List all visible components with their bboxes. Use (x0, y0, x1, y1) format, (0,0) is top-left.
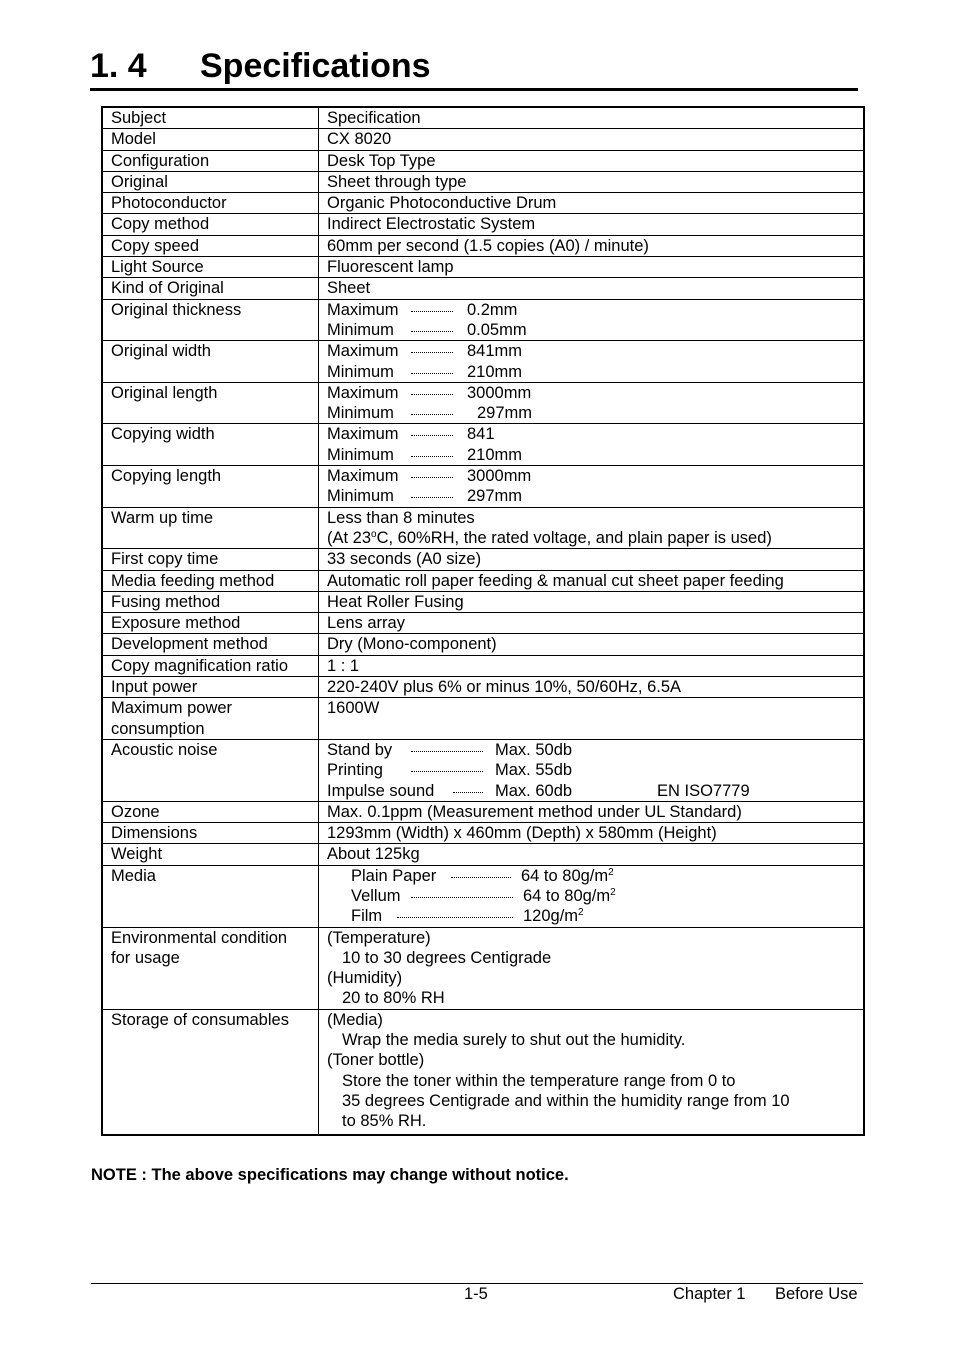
table-row (102, 549, 864, 570)
vellum-label: Vellum (351, 886, 401, 905)
page-number: 1-5 (464, 1285, 488, 1303)
min-label: Minimum (327, 404, 394, 423)
row-spec: Automatic roll paper feeding & manual cut sheet paper feeding (319, 570, 865, 591)
row-spec: Max. 0.1ppm (Measurement method under UL Standard) (319, 801, 865, 822)
table-row (102, 193, 864, 214)
row-subject: Copying length (102, 466, 319, 508)
row-subject: Configuration (102, 150, 319, 171)
leader-dots (397, 917, 513, 918)
row-spec: Heat Roller Fusing (319, 591, 865, 612)
row-subject: Copy magnification ratio (102, 655, 319, 676)
table-row (102, 570, 864, 591)
impulse-value: Max. 60db (495, 781, 573, 800)
leader-dots (411, 771, 483, 772)
leader-dots (411, 751, 483, 752)
row-spec: 1293mm (Width) x 460mm (Depth) x 580mm (Height) (319, 823, 865, 844)
row-spec: Lens array (319, 613, 865, 634)
min-value: 210mm (467, 362, 523, 381)
table-row-original-thickness (102, 299, 864, 341)
max-label: Maximum (327, 467, 399, 486)
table-row-media (102, 865, 864, 927)
leader-dots (411, 897, 513, 898)
max-label: Maximum (327, 383, 399, 402)
leader-dots (411, 311, 453, 312)
row-subject: Media (102, 865, 319, 927)
row-subject: Exposure method (102, 613, 319, 634)
row-spec: Sheet (319, 278, 865, 299)
section-title: Specifications (200, 47, 431, 85)
row-spec (319, 382, 865, 424)
row-spec: 220-240V plus 6% or minus 10%, 50/60Hz, 6.5A (319, 677, 865, 698)
row-spec (319, 424, 865, 466)
row-subject: Warm up time (102, 507, 319, 549)
plain-paper-value: 64 to $80g/m^2$ (521, 866, 614, 885)
table-row-acoustic-noise (102, 739, 864, 801)
row-spec: CX 8020 (319, 129, 865, 150)
table-row-copying-width (102, 424, 864, 466)
row-subject: Environmental condition for usage (102, 927, 319, 1009)
row-spec (319, 507, 865, 549)
max-value: 3000mm (467, 383, 532, 402)
row-subject: Ozone (102, 801, 319, 822)
table-row (102, 823, 864, 844)
min-label: Minimum (327, 320, 394, 339)
row-spec: 33 seconds (A0 size) (319, 549, 865, 570)
header-subject: Subject (102, 107, 319, 129)
table-row (102, 591, 864, 612)
row-subject: Acoustic noise (102, 739, 319, 801)
row-subject: Original thickness (102, 299, 319, 341)
row-subject: Media feeding method (102, 570, 319, 591)
row-subject: Fusing method (102, 591, 319, 612)
table-row (102, 844, 864, 865)
min-value: 297mm (467, 487, 523, 506)
plain-paper-label: Plain Paper (351, 866, 437, 885)
table-row (102, 235, 864, 256)
table-row-storage (102, 1009, 864, 1134)
row-spec: (Temperature) 10 to 30 degrees Centigrade (Humidity) 20 to 80% RH (319, 927, 865, 1009)
table-row (102, 214, 864, 235)
row-spec: Desk Top Type (319, 150, 865, 171)
row-spec: (Media) Wrap the media surely to shut out the humidity. (Toner bottle) Store the toner within the temperature range from 0 to 35 degrees Centigrade and within the humidity range from 10 to 85% RH. (319, 1009, 865, 1134)
row-subject: Dimensions (102, 823, 319, 844)
spec-note: NOTE : The above specifications may change without notice. (91, 1166, 569, 1184)
row-spec: About 125kg (319, 844, 865, 865)
impulse-label: Impulse sound (327, 781, 435, 800)
min-label: Minimum (327, 362, 394, 381)
leader-dots (411, 477, 453, 478)
row-subject: Copy speed (102, 235, 319, 256)
standby-value: Max. 50db (495, 740, 573, 759)
max-value: 841mm (467, 342, 523, 361)
warm-up-conditions: (At 23$^o$C, 60%RH, the rated voltage, and plain paper is used) (327, 528, 772, 547)
row-subject: Input power (102, 677, 319, 698)
min-value: 297mm (477, 404, 533, 423)
table-row-original-length (102, 382, 864, 424)
min-label: Minimum (327, 445, 394, 464)
row-subject: Original (102, 171, 319, 192)
table-row (102, 171, 864, 192)
row-subject: Model (102, 129, 319, 150)
row-subject: Original width (102, 341, 319, 383)
table-row (102, 129, 864, 150)
leader-dots (453, 792, 483, 793)
section-number: 1. 4 (90, 47, 147, 85)
row-subject: Storage of consumables (102, 1009, 319, 1134)
table-row-environment (102, 927, 864, 1009)
printing-label: Printing (327, 761, 383, 780)
leader-dots (411, 456, 453, 457)
noise-standard: EN ISO7779 (657, 781, 750, 800)
row-spec: Indirect Electrostatic System (319, 214, 865, 235)
leader-dots (411, 352, 453, 353)
row-spec (319, 341, 865, 383)
row-spec (319, 299, 865, 341)
max-value: 841 (467, 425, 495, 444)
table-row (102, 257, 864, 278)
max-label: Maximum (327, 425, 399, 444)
printing-value: Max. 55db (495, 761, 573, 780)
footer-section: Before Use (775, 1285, 858, 1303)
row-spec (319, 739, 865, 801)
footer-divider (91, 1283, 863, 1284)
max-value: 3000mm (467, 467, 532, 486)
row-subject: Maximum power consumption (102, 698, 319, 740)
row-spec (319, 865, 865, 927)
leader-dots (411, 373, 453, 374)
min-value: 210mm (467, 445, 523, 464)
standby-label: Stand by (327, 740, 393, 759)
table-row-max-power (102, 698, 864, 740)
leader-dots (451, 877, 511, 878)
row-subject: Kind of Original (102, 278, 319, 299)
film-value: $120g/m^2$ (523, 907, 584, 926)
warm-up-line: Less than 8 minutes (327, 508, 475, 527)
min-value: 0.05mm (467, 320, 527, 339)
vellum-value: 64 to $80g/m^2$ (523, 886, 616, 905)
row-spec: 1600W (319, 698, 865, 740)
table-row-warm-up-time (102, 507, 864, 549)
table-header-row (102, 107, 864, 129)
row-subject: Development method (102, 634, 319, 655)
specifications-table (101, 106, 865, 1136)
max-label: Maximum (327, 342, 399, 361)
table-row-original-width (102, 341, 864, 383)
leader-dots (411, 331, 453, 332)
row-subject: Weight (102, 844, 319, 865)
row-subject: Photoconductor (102, 193, 319, 214)
table-row (102, 655, 864, 676)
table-row (102, 278, 864, 299)
section-heading (90, 44, 858, 91)
table-row (102, 677, 864, 698)
row-spec: 60mm per second (1.5 copies (A0) / minute) (319, 235, 865, 256)
footer-chapter: Chapter 1 (673, 1285, 746, 1303)
row-subject: Copy method (102, 214, 319, 235)
table-row (102, 634, 864, 655)
leader-dots (411, 435, 453, 436)
row-spec: Sheet through type (319, 171, 865, 192)
row-subject: First copy time (102, 549, 319, 570)
max-label: Maximum (327, 300, 399, 319)
table-row (102, 801, 864, 822)
leader-dots (411, 497, 453, 498)
row-subject: Original length (102, 382, 319, 424)
row-spec: Fluorescent lamp (319, 257, 865, 278)
leader-dots (411, 394, 453, 395)
max-value: 0.2mm (467, 300, 518, 319)
row-subject: Copying width (102, 424, 319, 466)
table-row (102, 613, 864, 634)
row-spec: Dry (Mono-component) (319, 634, 865, 655)
header-spec: Specification (319, 107, 865, 129)
row-spec (319, 466, 865, 508)
row-spec: Organic Photoconductive Drum (319, 193, 865, 214)
min-label: Minimum (327, 487, 394, 506)
leader-dots (411, 414, 453, 415)
table-row-copying-length (102, 466, 864, 508)
row-subject: Light Source (102, 257, 319, 278)
film-label: Film (351, 907, 383, 926)
row-spec: 1 : 1 (319, 655, 865, 676)
table-row (102, 150, 864, 171)
